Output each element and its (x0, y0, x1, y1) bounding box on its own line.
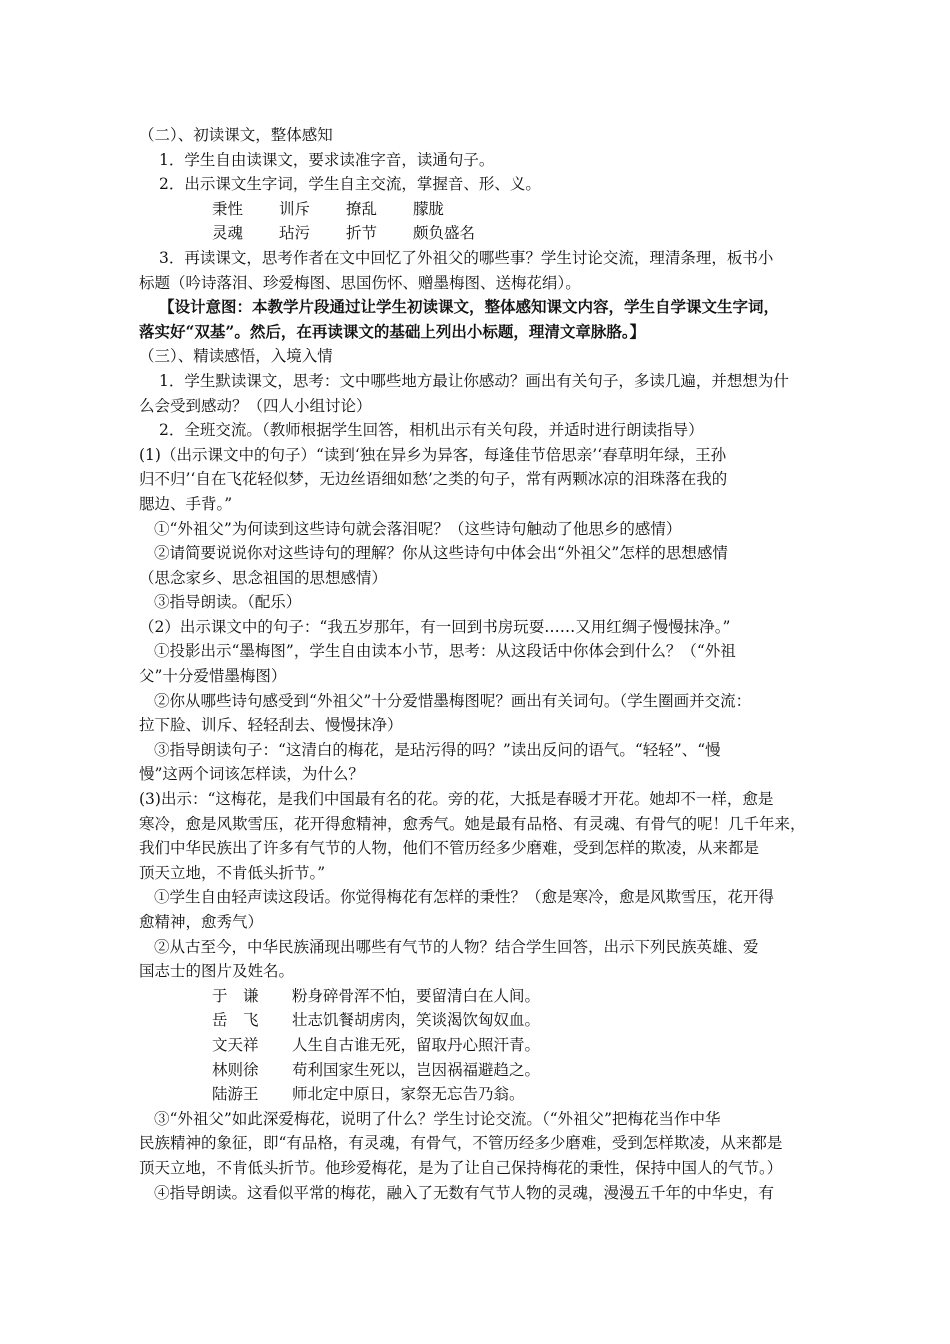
paragraph-line: ①“外祖父”为何读到这些诗句就会落泪呢？（这些诗句触动了他思乡的感情） (154, 519, 682, 538)
hero-name: 于 谦 (212, 986, 259, 1005)
paragraph-line: 顶天立地，不肯低头折节。” (139, 863, 326, 882)
hero-name: 文天祥 (212, 1035, 259, 1054)
vocab-word: 秉性 (212, 199, 244, 218)
paragraph-line: ②从古至今，中华民族涌现出哪些有气节的人物？结合学生回答，出示下列民族英雄、爱 (154, 937, 759, 956)
vocab-word: 玷污 (279, 224, 311, 243)
paragraph-line: ①学生自由轻声读这段话。你觉得梅花有怎样的秉性？（愈是寒冷，愈是风欺雪压，花开得 (154, 888, 775, 907)
poem-row (139, 1008, 820, 1033)
paragraph-line: ③指导朗读句子：“这清白的梅花，是玷污得的吗？”读出反问的语气。“轻轻”、“慢 (154, 740, 721, 759)
hero-verse: 粉身碎骨浑不怕，要留清白在人间。 (292, 986, 541, 1005)
paragraph-line: 顶天立地，不肯低头折节。他珍爱梅花，是为了让自己保持梅花的秉性，保持中国人的气节。） (139, 1158, 783, 1177)
poem-row (139, 984, 820, 1009)
paragraph-line: （2）出示课文中的句子：“我五岁那年，有一回到书房玩耍……又用红绸子慢慢抹净。” (139, 617, 731, 636)
paragraph-line: 慢”这两个词该怎样读，为什么？ (139, 765, 364, 784)
hero-verse: 师北定中原日，家祭无忘告乃翁。 (292, 1085, 525, 1104)
section-heading-2: （二）、初读课文，整体感知 (139, 126, 333, 144)
vocab-word: 折节 (346, 224, 378, 243)
vocab-word: 朦胧 (413, 199, 445, 218)
poem-row (139, 1058, 820, 1083)
paragraph-line: 2．出示课文生字词，学生自主交流，掌握音、形、义。 (159, 175, 541, 194)
paragraph-line: 父”十分爱惜墨梅图） (139, 667, 287, 686)
vocab-word: 训斥 (279, 199, 311, 218)
paragraph-line: ②你从哪些诗句感受到“外祖父”十分爱惜墨梅图呢？画出有关词句。（学生圈画并交流： (154, 691, 752, 710)
vocab-word: 颇负盛名 (413, 224, 476, 243)
paragraph-line: 国志士的图片及姓名。 (139, 962, 295, 981)
vocab-row (139, 197, 820, 222)
paragraph-line: 寒冷，愈是风欺雪压，花开得愈精神，愈秀气。她是最有品格、有灵魂、有骨气的呢！几千年来， (139, 814, 806, 833)
poem-row (139, 1033, 820, 1058)
paragraph-line: (3)出示：“这梅花，是我们中国最有名的花。旁的花，大抵是春暖才开花。她却不一样，愈是 (139, 790, 774, 809)
paragraph-line: 1．学生自由读课文，要求读准字音，读通句子。 (159, 150, 495, 169)
paragraph-line: 归不归’‘自在飞花轻似梦，无边丝语细如愁’之类的句子，常有两颗冰凉的泪珠落在我的 (139, 470, 728, 489)
paragraph-line: 我们中华民族出了许多有气节的人物，他们不管历经多少磨难，受到怎样的欺凌，从来都是 (139, 839, 760, 858)
paragraph-line: 拉下脸、训斥、轻轻刮去、慢慢抹净） (139, 716, 403, 735)
vocab-word: 撩乱 (346, 199, 378, 218)
design-intent-note: 【设计意图：本教学片段通过让学生初读课文，整体感知课文内容，学生自学课文生字词， (159, 297, 780, 317)
paragraph-line: ③指导朗读。（配乐） (154, 593, 302, 612)
section-heading-3: （三）、精读感悟，入境入情 (139, 347, 333, 366)
paragraph-line: 愈精神，愈秀气） (139, 913, 264, 931)
paragraph-line: （思念家乡、思念祖国的思想感情） (139, 568, 388, 587)
paragraph-line: 么会受到感动？（四人小组讨论） (139, 396, 372, 415)
poem-row (139, 1082, 820, 1107)
vocab-row (139, 221, 820, 246)
paragraph-line: ②请简要说说你对这些诗句的理解？你从这些诗句中体会出“外祖父”怎样的思想感情 (154, 544, 728, 563)
design-intent-note: 落实好“双基”。然后，在再读课文的基础上列出小标题，理清文章脉胳。】 (139, 321, 646, 341)
hero-name: 陆游王 (212, 1085, 259, 1104)
hero-name: 岳 飞 (212, 1011, 259, 1030)
hero-verse: 人生自古谁无死，留取丹心照汗青。 (292, 1035, 541, 1054)
paragraph-line: 1．学生默读课文，思考：文中哪些地方最让你感动？画出有关句子，多读几遍，并想想为什 (159, 371, 789, 390)
hero-verse: 苟利国家生死以，岂因祸福避趋之。 (292, 1060, 541, 1079)
hero-name: 林则徐 (212, 1060, 259, 1079)
paragraph-line: 腮边、手背。” (139, 494, 233, 513)
vocab-word: 灵魂 (212, 224, 244, 243)
paragraph-line: 民族精神的象征，即“有品格，有灵魂，有骨气，不管历经多少磨难，受到怎样欺凌，从来都是 (139, 1134, 783, 1153)
paragraph-line: (1)（出示课文中的句子）“读到‘独在异乡为异客，每逢佳节倍思亲’‘春草明年绿，王孙 (139, 445, 727, 464)
hero-verse: 壮志饥餐胡虏肉，笑谈渴饮匈奴血。 (292, 1011, 541, 1030)
paragraph-line: 2．全班交流。（教师根据学生回答，相机出示有关句段，并适时进行朗读指导） (159, 421, 704, 440)
paragraph-line: ④指导朗读。这看似平常的梅花，融入了无数有气节人物的灵魂，漫漫五千年的中华史，有 (154, 1183, 775, 1202)
paragraph-line: 标题（吟诗落泪、珍爱梅图、思国伤怀、赠墨梅图、送梅花绢）。 (139, 273, 581, 292)
paragraph-line: ③“外祖父”如此深爱梅花，说明了什么？学生讨论交流。（“外祖父”把梅花当作中华 (154, 1109, 721, 1128)
paragraph-line: 3．再读课文，思考作者在文中回忆了外祖父的哪些事？学生讨论交流，理清条理，板书小 (159, 248, 774, 267)
paragraph-line: ①投影出示“墨梅图”，学生自由读本小节，思考：从这段话中你体会到什么？（“外祖 (154, 642, 736, 661)
